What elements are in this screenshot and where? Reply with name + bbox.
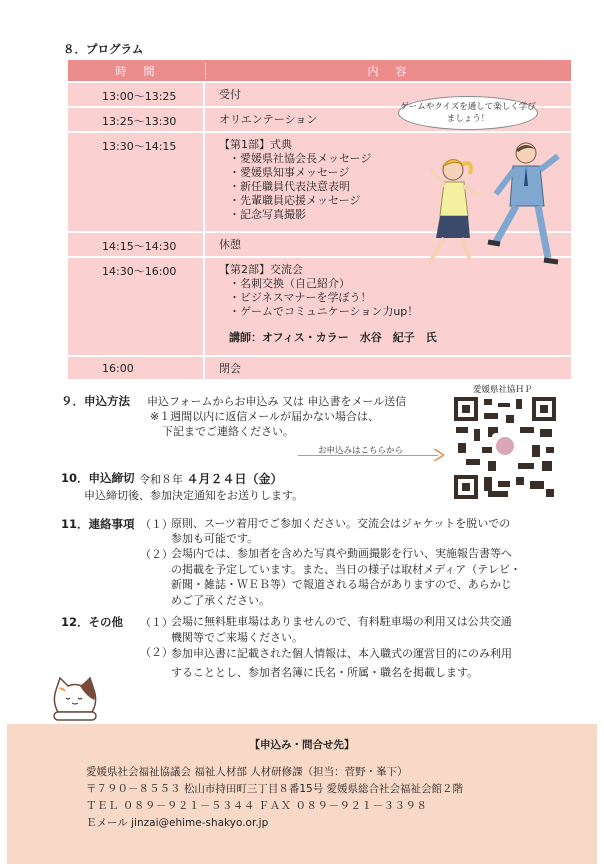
row-time: 13:30〜14:15 (68, 133, 205, 231)
list-item: ・愛媛県知事メッセージ (229, 166, 350, 179)
header-time: 時 間 (68, 63, 206, 79)
apply-line3: 下記までご連絡ください。 (162, 425, 294, 438)
row-content: 受付 (219, 88, 241, 101)
part1-title: 【第1部】式典 (219, 138, 292, 151)
list-item: ・名刺交換（自己紹介） (229, 277, 350, 290)
man-arm-right (540, 156, 558, 170)
row-time: 13:25〜13:30 (68, 108, 205, 131)
notes-item2 (171, 546, 521, 608)
email-label: Ｅメール (86, 817, 128, 829)
list-item: ・新任職員代表決意表明 (229, 180, 350, 193)
text-line: 参加申込書に記載された個人情報は、本入職式の運営目的にのみ利用 (171, 647, 512, 660)
other-item1 (171, 614, 512, 645)
row-time: 14:15〜14:30 (68, 233, 205, 256)
email-link[interactable]: jinzai@ehime-shakyo.or.jp (131, 817, 269, 829)
text-line: 新聞・雑誌・ＷＥＢ等）で報道される場合がありますので、あらかじ (171, 578, 512, 591)
text-line: 機関等でご来場ください。 (171, 630, 303, 644)
part2-title: 【第2部】交流会 (219, 263, 303, 276)
woman-skirt (436, 216, 470, 238)
lecturer: 講師：オフィス・カラー 水谷 紀子 氏 (229, 331, 437, 344)
row-time: 13:00〜13:25 (68, 83, 205, 106)
deadline-title: 10．申込締切 (61, 471, 135, 485)
list-item: ・先輩職員応援メッセージ (229, 194, 361, 207)
other-item1-num: （１） (140, 616, 173, 629)
notes-item1 (171, 516, 510, 546)
apply-link-label[interactable]: お申込みはこちらから (318, 446, 404, 456)
list-item: ・ビジネスマナーを学ぼう！ (229, 291, 372, 304)
text-line: めご了承ください。 (171, 593, 270, 607)
table-row (68, 355, 571, 379)
qr-code[interactable] (454, 397, 556, 499)
other-title: 12．その他 (61, 615, 124, 629)
apply-line2: ※１週間以内に返信メールが届かない場合は、 (150, 410, 379, 423)
deadline-line1 (139, 470, 283, 487)
other-item2 (171, 644, 512, 682)
man-shoe-left (488, 242, 500, 244)
header-content: 内 容 (367, 64, 410, 78)
woman-leg-right (462, 238, 470, 260)
contact-heading: 【申込み・問合せ先】 (249, 739, 355, 751)
row-time: 16:00 (68, 357, 205, 379)
jumping-people-illustration (408, 138, 578, 308)
speech-bubble: ゲームやクイズを通して楽しく学びましょう！ (398, 96, 538, 130)
apply-line1: 申込フォームからお申込み 又は 申込書をメール送信 (147, 395, 407, 408)
other-item2-num: （２） (140, 646, 173, 659)
contact-email-row (86, 815, 268, 830)
text-line: 会場に無料駐車場はありませんので、有料駐車場の利用又は公共交通 (171, 615, 512, 628)
contact-org: 愛媛県社会福祉協議会 福祉人材部 人材研修課（担当：菅野・峯下） (86, 766, 408, 778)
table-header (68, 60, 571, 81)
man-leg-left (496, 206, 516, 242)
list-item: ・愛媛県社協会長メッセージ (229, 152, 372, 165)
row-content: 休憩 (219, 238, 241, 251)
deadline-date: ４月２４日（金） (186, 472, 283, 486)
program-title: ８．プログラム (63, 42, 144, 56)
woman-leg-left (430, 238, 444, 262)
text-line: 原則、スーツ着用でご参加ください。交流会はジャケットを脱いでの (171, 517, 511, 530)
apply-title: ９．申込方法 (61, 394, 130, 408)
text-line: 参加も可能です。 (171, 532, 259, 545)
row-time: 14:30〜16:00 (68, 258, 205, 355)
cat-mascot-icon (50, 676, 100, 722)
man-shoe-right (544, 260, 558, 262)
row-content: オリエンテーション (219, 113, 318, 126)
deadline-line2: 申込締切後、参加決定通知をお送りします。 (84, 489, 304, 502)
deadline-prefix: 令和８年 (139, 473, 183, 486)
contact-address: 〒７９０－８５５３ 松山市持田町三丁目８番15号 愛媛県総合社会福祉会館２階 (86, 783, 464, 795)
row-content: 閉会 (219, 362, 241, 375)
list-item: ・ゲームでコミュニケーション力up！ (229, 305, 419, 318)
text-line: の掲載を予定しています。また、当日の様子は取材メディア（テレビ・ (171, 562, 522, 576)
notes-item2-num: （２） (140, 548, 173, 561)
cat-logo-icon (496, 437, 514, 455)
qr-label: 愛媛県社協ＨＰ (473, 385, 533, 395)
list-item: ・記念写真撮影 (229, 208, 306, 221)
contact-footer (7, 724, 597, 864)
text-line: することとし、参加者名簿に氏名・所属・職名を掲載します。 (171, 666, 479, 679)
text-line: 会場内では、参加者を含めた写真や動画撮影を行い、実施報告書等へ (171, 547, 512, 560)
arrow-right-icon (434, 449, 444, 461)
contact-phone: ＴＥＬ ０８９－９２１－５３４４ ＦＡＸ ０８９－９２１－３３９８ (86, 800, 428, 812)
notes-item1-num: （１） (140, 518, 173, 531)
notes-title: 11．連絡事項 (61, 517, 135, 531)
man-leg-right (538, 206, 548, 258)
